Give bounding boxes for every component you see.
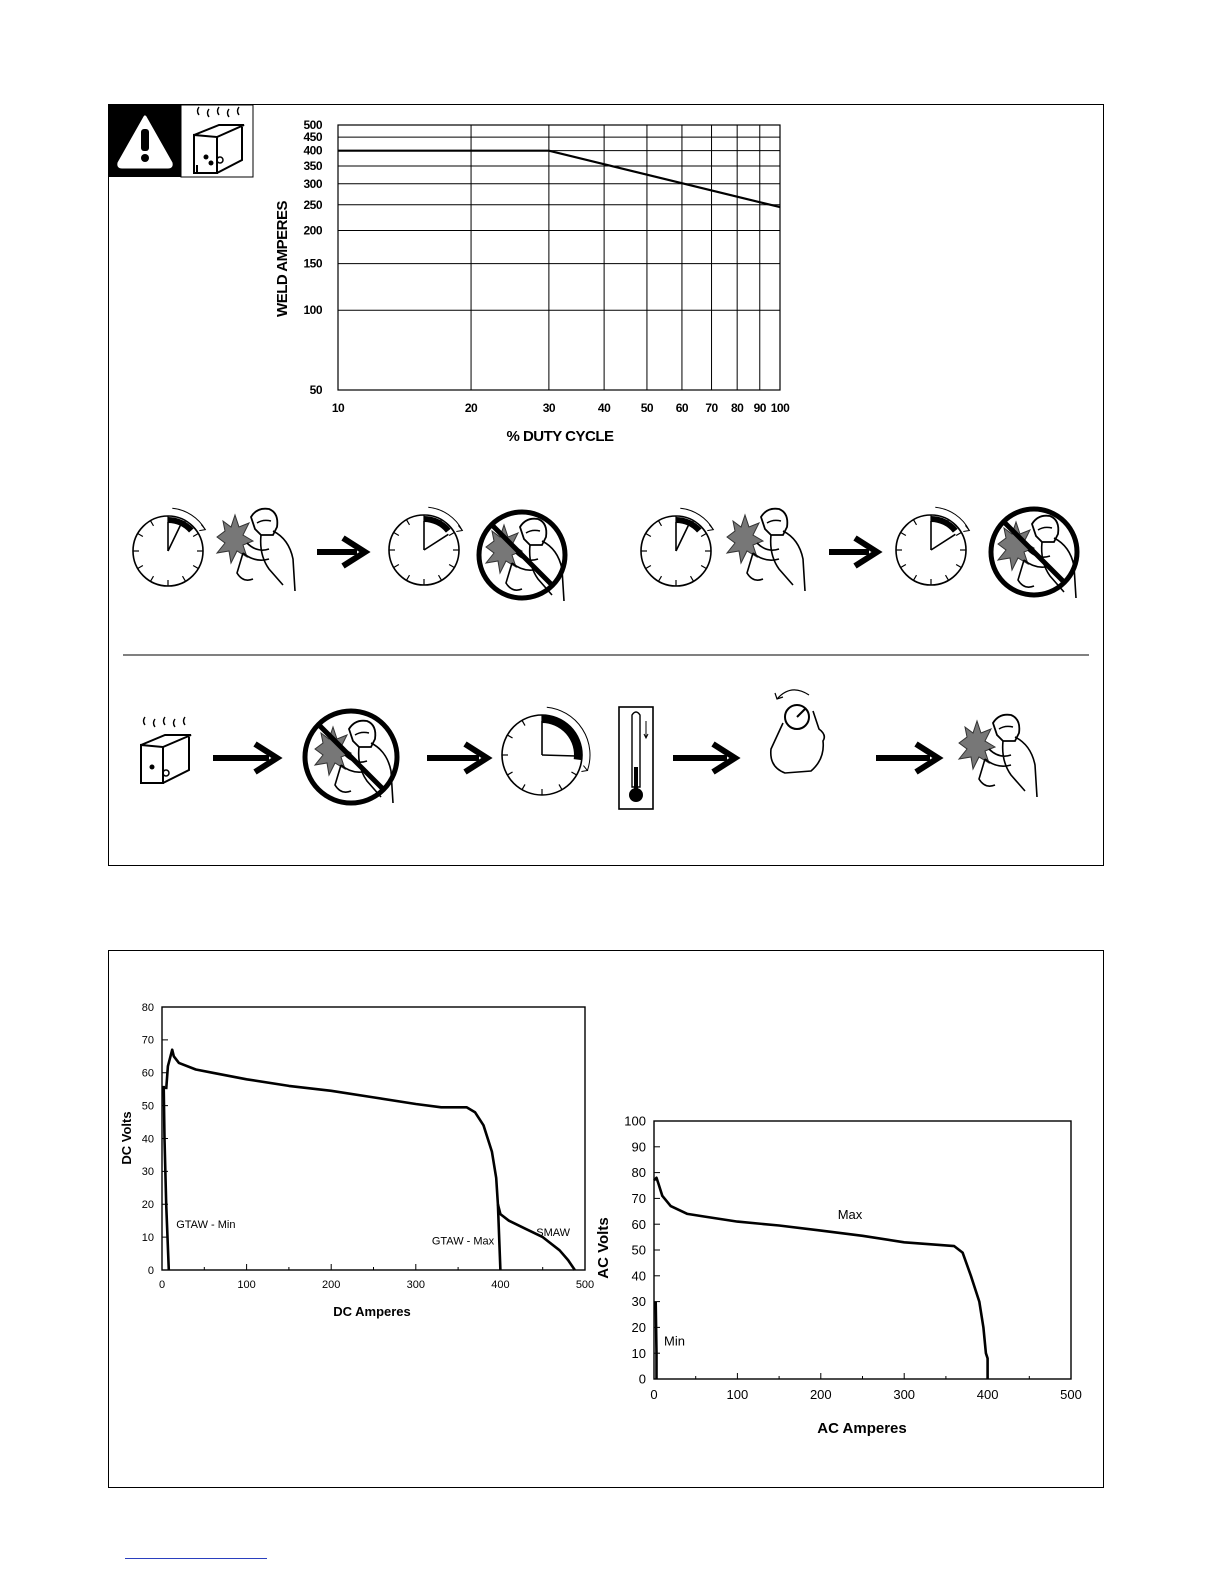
hot-machine-icon [141, 717, 191, 783]
duty-chart-xtick-label: 10 [331, 401, 345, 415]
no-welding-icon [991, 509, 1077, 598]
duty-chart-xtick-label: 70 [705, 401, 718, 415]
duty-chart-ytick-label: 300 [303, 176, 322, 191]
heat-waves-icon [144, 717, 186, 727]
ac-chart-ytick-label: 100 [624, 1113, 646, 1129]
duty-chart-ytick-label: 150 [303, 256, 322, 271]
arrow-right-icon [876, 744, 938, 772]
duty-cycle-panel [108, 104, 1104, 866]
ac-chart-xtick-label: 100 [726, 1387, 749, 1402]
clock-arrow-head [581, 766, 587, 772]
welder-icon [959, 715, 1037, 797]
dc-chart-xtick-label: 300 [406, 1279, 425, 1291]
ac-chart-series-1 [654, 1178, 988, 1379]
adjust-knob-hand-icon [771, 690, 825, 773]
duty-chart-ytick-label: 500 [303, 118, 322, 132]
dc-chart-ytick-label: 70 [141, 1034, 154, 1047]
ac-chart-ytick-label: 80 [631, 1165, 646, 1181]
no-welding-icon [479, 512, 565, 601]
duty-chart-ytick-label: 350 [303, 159, 322, 174]
ac-chart-ytick-label: 40 [631, 1268, 646, 1284]
ac-chart-ytick-label: 50 [631, 1242, 646, 1258]
warning-icon [109, 105, 181, 177]
overheat-pictogram-row [141, 690, 1037, 809]
dc-chart-xtick-label: 500 [575, 1279, 595, 1291]
ac-chart-annotation: Max [837, 1206, 863, 1222]
duty-chart-ytick-label: 450 [303, 130, 322, 145]
dc-chart-xtick-label: 0 [158, 1279, 166, 1291]
clock-icon [502, 707, 590, 795]
ac-chart-ylabel: AC Volts [595, 1217, 612, 1279]
dc-chart-ytick-label: 80 [141, 1001, 154, 1014]
ac-chart-ytick-label: 60 [631, 1216, 646, 1232]
duty-chart-xtick-label: 100 [770, 401, 790, 415]
ac-chart-ytick-label: 0 [638, 1371, 646, 1387]
duty-cycle-series-line [338, 151, 780, 207]
clock-icon [896, 507, 969, 585]
clock-icon [641, 508, 713, 586]
ac-chart-series-0 [656, 1302, 657, 1379]
dc-chart-ylabel: DC Volts [119, 1111, 134, 1165]
duty-chart-xtick-label: 20 [464, 401, 478, 415]
duty-chart-xtick-label: 30 [542, 401, 556, 415]
welder-icon [217, 509, 295, 591]
dc-chart-ytick-label: 30 [141, 1166, 154, 1179]
ac-chart-xtick-label: 300 [893, 1387, 916, 1402]
arrow-right-icon [317, 538, 365, 566]
duty-chart-xlabel: % DUTY CYCLE [506, 428, 614, 445]
ac-chart-xlabel: AC Amperes [817, 1420, 907, 1437]
volt-ampere-svg [109, 951, 1103, 1487]
dc-chart-ytick-label: 10 [141, 1231, 154, 1244]
dc-chart-xlabel: DC Amperes [333, 1304, 411, 1319]
duty-chart-xtick-label: 60 [675, 401, 689, 415]
thermometer-icon [619, 707, 653, 809]
ac-chart-ytick-label: 70 [631, 1190, 646, 1206]
duty-chart-ytick-label: 250 [303, 197, 322, 212]
machine-knob-icon [150, 765, 155, 770]
ac-chart-xtick-label: 0 [650, 1387, 658, 1402]
arrow-right-icon [427, 744, 487, 772]
clock-hand [542, 755, 576, 756]
clock-icon [389, 507, 462, 585]
ac-chart-xtick-label: 500 [1060, 1387, 1082, 1402]
duty-chart-frame [338, 125, 780, 390]
dc-chart-ytick-label: 60 [141, 1067, 154, 1080]
dc-chart-series-0 [164, 1086, 169, 1270]
hot-machine-icon [181, 105, 253, 177]
ac-chart-ytick-label: 20 [631, 1319, 646, 1335]
ac-chart-xtick-label: 400 [976, 1387, 999, 1402]
dc-volt-ampere-chart [142, 1002, 594, 1291]
ac-chart-frame [654, 1121, 1071, 1379]
dc-chart-ytick-label: 50 [141, 1100, 154, 1113]
clock-icon [133, 508, 205, 586]
dc-chart-xtick-label: 100 [237, 1279, 256, 1291]
duty-chart-xtick-label: 90 [753, 401, 766, 415]
duty-chart-ytick-label: 100 [303, 303, 322, 318]
duty-cycle-chart [303, 118, 790, 415]
no-welding-icon [305, 711, 397, 803]
footer-rule [125, 1558, 267, 1559]
dc-chart-ytick-label: 20 [141, 1199, 154, 1212]
duty-chart-ytick-label: 400 [303, 143, 322, 158]
dc-chart-ytick-label: 0 [147, 1264, 154, 1277]
duty-chart-ylabel: WELD AMPERES [274, 201, 291, 317]
ac-chart-ytick-label: 90 [631, 1139, 646, 1155]
volt-ampere-panel [108, 950, 1104, 1488]
dc-chart-xtick-label: 400 [491, 1279, 510, 1291]
duty-chart-xtick-label: 50 [640, 401, 654, 415]
dc-chart-annotation: GTAW - Max [431, 1235, 495, 1248]
duty-chart-xtick-label: 80 [730, 401, 744, 415]
arrow-right-icon [829, 538, 877, 566]
duty-chart-xtick-label: 40 [597, 401, 611, 415]
welder-icon [727, 509, 805, 591]
ac-chart-xtick-label: 200 [809, 1387, 832, 1402]
duty-cycle-pictogram-row [133, 507, 1077, 601]
ac-chart-ytick-label: 10 [631, 1345, 646, 1361]
dc-chart-xtick-label: 200 [322, 1279, 341, 1291]
arrow-right-icon [213, 744, 277, 772]
ac-volt-ampere-chart [624, 1114, 1082, 1402]
duty-cycle-svg [109, 105, 1103, 865]
dc-chart-annotation: GTAW - Min [176, 1218, 236, 1231]
dc-chart-ytick-label: 40 [141, 1133, 154, 1146]
ac-chart-annotation: Min [664, 1333, 685, 1349]
ac-chart-ytick-label: 30 [631, 1294, 646, 1310]
duty-chart-ytick-label: 200 [303, 223, 322, 238]
duty-chart-ytick-label: 50 [309, 383, 322, 397]
dc-chart-annotation: SMAW [536, 1227, 571, 1240]
arrow-right-icon [673, 744, 735, 772]
